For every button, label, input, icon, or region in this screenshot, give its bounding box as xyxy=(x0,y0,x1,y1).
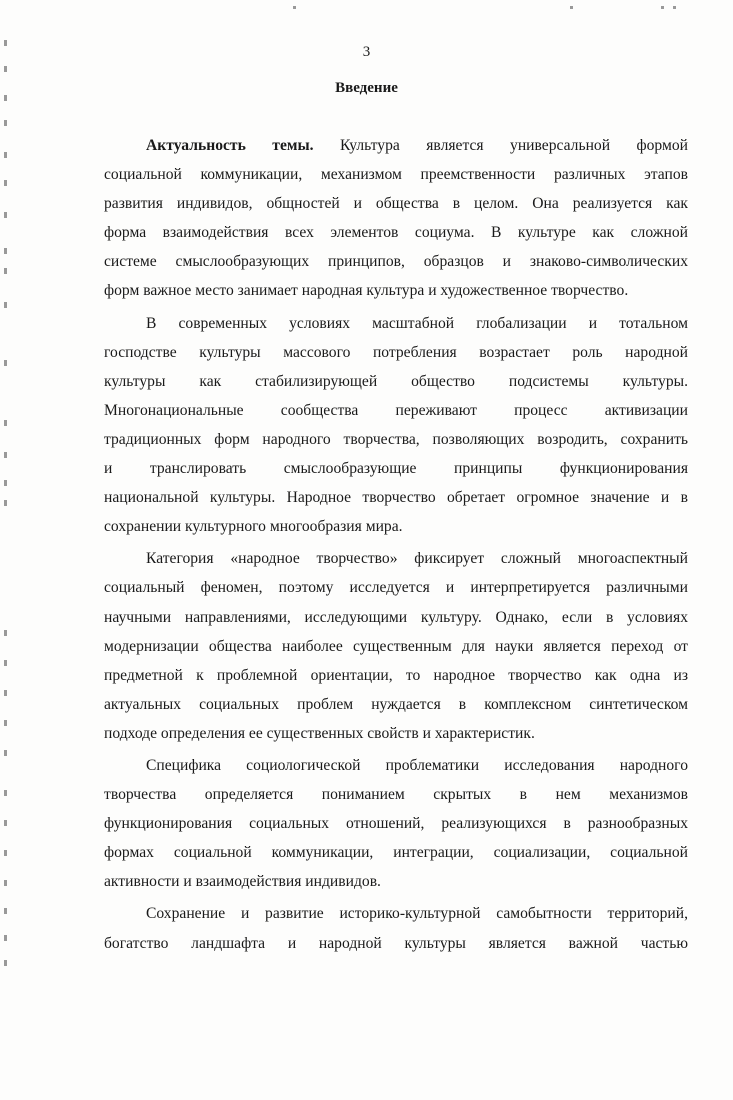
text-line: функционирования социальных отношений, реализующихся в разнообразных xyxy=(104,815,688,833)
text-line: Многонациональные сообщества переживают процесс активизации xyxy=(104,401,688,419)
text-line: подходе определения ее существенных свойств и характеристик. xyxy=(104,724,535,742)
paragraph xyxy=(104,309,688,542)
text-line: предметной к проблемной ориентации, то народное творчество как одна из xyxy=(104,666,688,684)
paragraph xyxy=(104,751,688,896)
document-body xyxy=(104,131,688,958)
page-number: 3 xyxy=(362,44,371,60)
paragraph xyxy=(104,899,688,957)
text-line: форм важное место занимает народная культура и художественное творчество. xyxy=(104,282,629,300)
text-line: формах социальной коммуникации, интеграции, социализации, социальной xyxy=(104,844,688,862)
text-line: форма взаимодействия всех элементов социума. В культуре как сложной xyxy=(104,224,688,242)
section-heading: Введение xyxy=(335,80,398,96)
text-line: творчества определяется пониманием скрытых в нем механизмов xyxy=(104,786,688,804)
paragraph-lead: Актуальность темы. xyxy=(146,137,314,154)
paragraph xyxy=(104,131,688,306)
text-line: системе смыслообразующих принципов, образцов и знаково-символических xyxy=(104,253,688,271)
text-line: культуры как стабилизирующей общество подсистемы культуры. xyxy=(104,372,688,390)
text-line: Специфика социологической проблематики исследования народного xyxy=(146,756,688,774)
text-line: модернизации общества наиболее существенным для науки является переход от xyxy=(104,637,688,655)
text-line: Сохранение и развитие историко-культурной самобытности территорий, xyxy=(146,905,688,923)
text-line: развития индивидов, общностей и общества в целом. Она реализуется как xyxy=(104,195,688,213)
text-line: научными направлениями, исследующими культуру. Однако, если в условиях xyxy=(104,608,688,626)
text-line: богатство ландшафта и народной культуры является важной частью xyxy=(104,934,688,952)
text-line: социальной коммуникации, механизмом преемственности различных этапов xyxy=(104,166,688,184)
text-line: традиционных форм народного творчества, позволяющих возродить, сохранить xyxy=(104,430,688,448)
text-line: активности и взаимодействия индивидов. xyxy=(104,873,381,891)
paragraph xyxy=(104,544,688,748)
text-line: Категория «народное творчество» фиксирует сложный многоаспектный xyxy=(146,550,688,568)
text-line: Актуальность темы. Культура является универсальной формой xyxy=(146,137,688,154)
text-line: социальный феномен, поэтому исследуется и интерпретируется различными xyxy=(104,579,688,597)
text-line: сохранении культурного многообразия мира. xyxy=(104,518,403,536)
text-line: господстве культуры массового потребления возрастает роль народной xyxy=(104,343,688,361)
text-line: актуальных социальных проблем нуждается в комплексном синтетическом xyxy=(104,695,688,713)
scan-artifacts-left-margin xyxy=(4,0,18,1100)
text-line: В современных условиях масштабной глобализации и тотальном xyxy=(146,314,688,332)
text-line: и транслировать смыслообразующие принципы функционирования xyxy=(104,460,688,478)
text-line: национальной культуры. Народное творчество обретает огромное значение и в xyxy=(104,489,688,507)
